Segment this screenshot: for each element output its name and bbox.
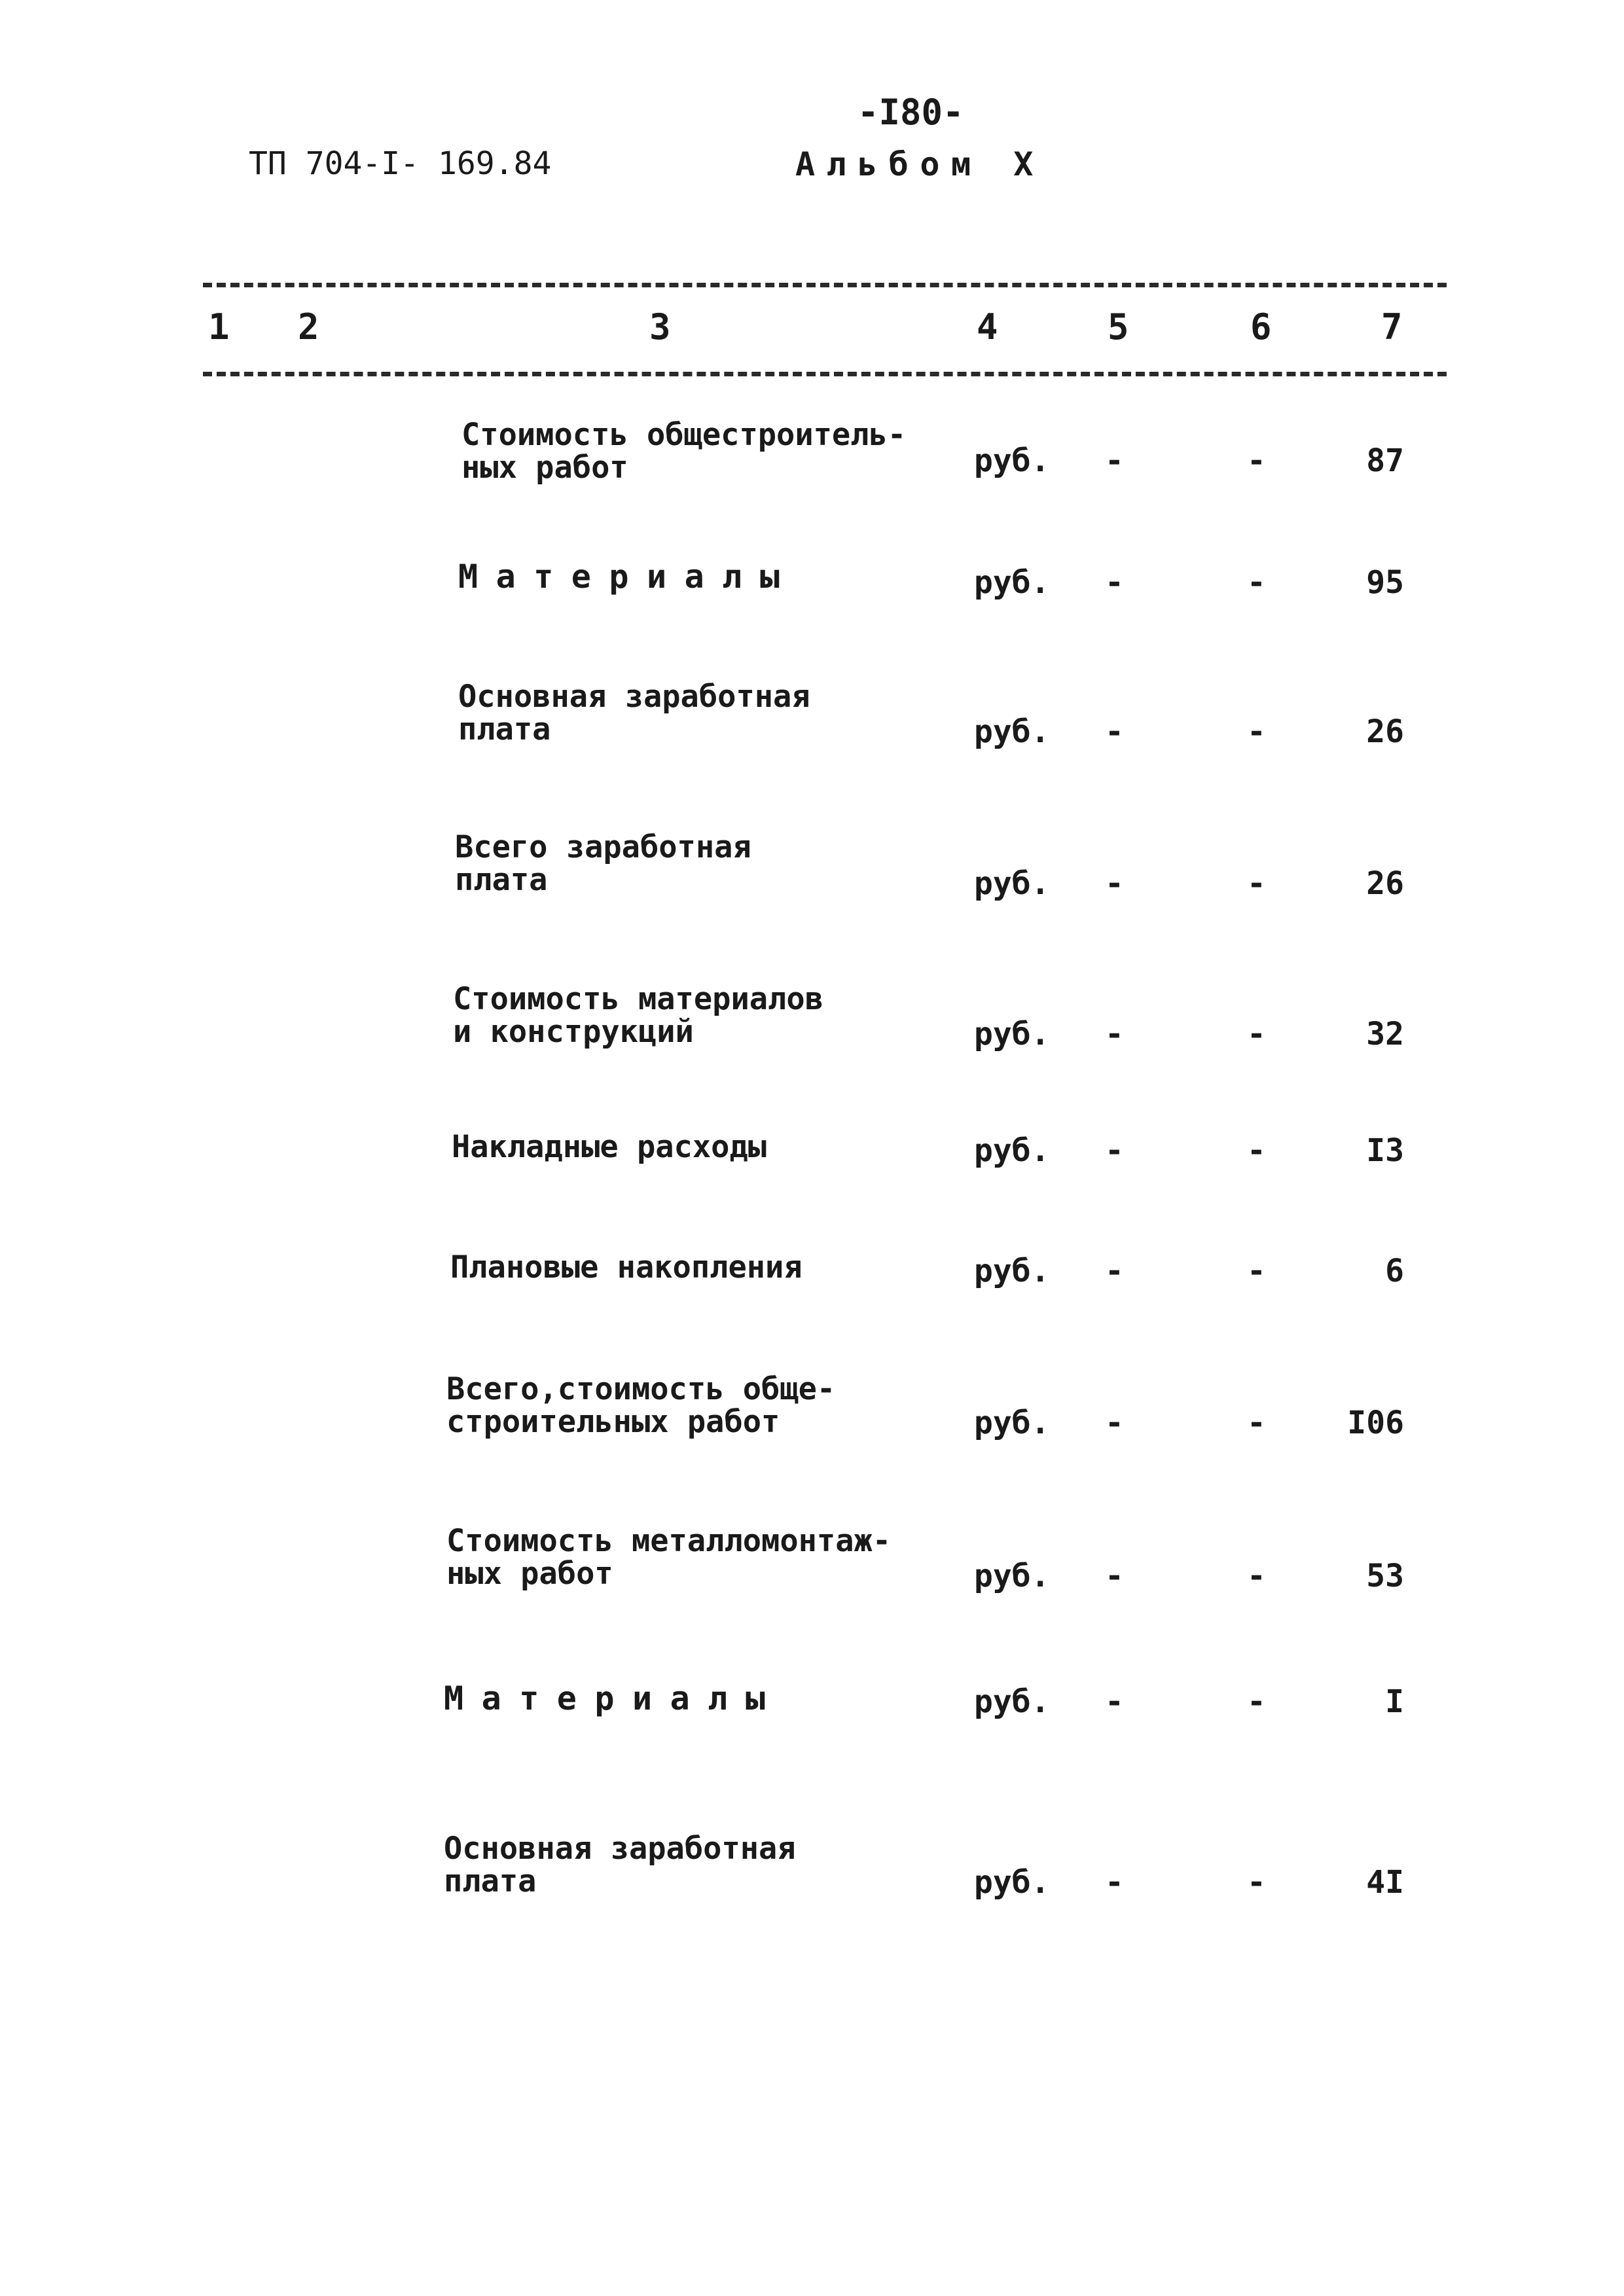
row-label: Материалы [444,1679,784,1717]
row-value: I06 [1347,1405,1404,1441]
row-unit: руб. [974,1683,1050,1720]
row-label: Основная заработная плата [444,1831,796,1899]
row-col6-dash: - [1247,1132,1266,1169]
table-header-rule [203,372,1447,376]
row-value: 53 [1366,1558,1404,1594]
row-label: Всего заработная плата [455,829,751,898]
row-col5-dash: - [1105,1253,1124,1289]
column-header-2: 2 [298,306,319,348]
row-col6-dash: - [1247,1016,1266,1052]
row-label: Стоимость общестроитель- ных работ [461,417,907,486]
column-header-3: 3 [649,306,671,348]
row-col5-dash: - [1105,1864,1124,1901]
document-code: ТП 704-I- 169.84 [249,145,552,182]
page-number: -I80- [857,92,964,133]
row-label: Накладные расходы [452,1129,767,1165]
row-value: I3 [1366,1132,1404,1169]
row-unit: руб. [974,713,1050,750]
row-unit: руб. [974,1405,1050,1441]
row-unit: руб. [974,1864,1050,1901]
row-col6-dash: - [1247,865,1266,902]
row-col5-dash: - [1105,1683,1124,1720]
row-label: Всего,стоимость обще- строительных работ [446,1371,836,1440]
row-col6-dash: - [1247,442,1266,479]
row-unit: руб. [974,1132,1050,1169]
row-col6-dash: - [1247,564,1266,601]
row-col6-dash: - [1247,1864,1266,1901]
row-col6-dash: - [1247,1253,1266,1289]
row-col6-dash: - [1247,1405,1266,1441]
row-col6-dash: - [1247,1558,1266,1594]
row-col5-dash: - [1105,564,1124,601]
row-value: 4I [1366,1864,1404,1901]
row-unit: руб. [974,1558,1050,1594]
row-unit: руб. [974,1016,1050,1052]
row-col6-dash: - [1247,1683,1266,1720]
column-header-1: 1 [208,306,230,348]
row-col5-dash: - [1105,442,1124,479]
column-header-6: 6 [1250,306,1272,348]
row-label: Материалы [458,558,798,596]
row-value: 6 [1385,1253,1404,1289]
row-col5-dash: - [1105,865,1124,902]
column-header-5: 5 [1108,306,1129,348]
row-col5-dash: - [1105,1558,1124,1594]
row-label: Основная заработная плата [458,679,810,747]
row-unit: руб. [974,865,1050,902]
row-col5-dash: - [1105,1405,1124,1441]
album-title: Альбом X [795,145,1045,183]
row-label: Стоимость металломонтаж- ных работ [446,1523,892,1592]
row-label: Стоимость материалов и конструкций [453,981,823,1050]
row-value: 95 [1366,564,1404,601]
row-value: 26 [1366,713,1404,750]
row-unit: руб. [974,1253,1050,1289]
row-value: 26 [1366,865,1404,902]
row-value: 87 [1366,442,1404,479]
column-header-7: 7 [1381,306,1403,348]
table-top-rule [203,283,1447,287]
row-unit: руб. [974,442,1050,479]
row-value: I [1385,1683,1404,1720]
row-col5-dash: - [1105,713,1124,750]
row-col6-dash: - [1247,713,1266,750]
row-label: Плановые накопления [450,1249,803,1285]
row-value: 32 [1366,1016,1404,1052]
column-header-4: 4 [977,306,998,348]
row-unit: руб. [974,564,1050,601]
row-col5-dash: - [1105,1132,1124,1169]
row-col5-dash: - [1105,1016,1124,1052]
